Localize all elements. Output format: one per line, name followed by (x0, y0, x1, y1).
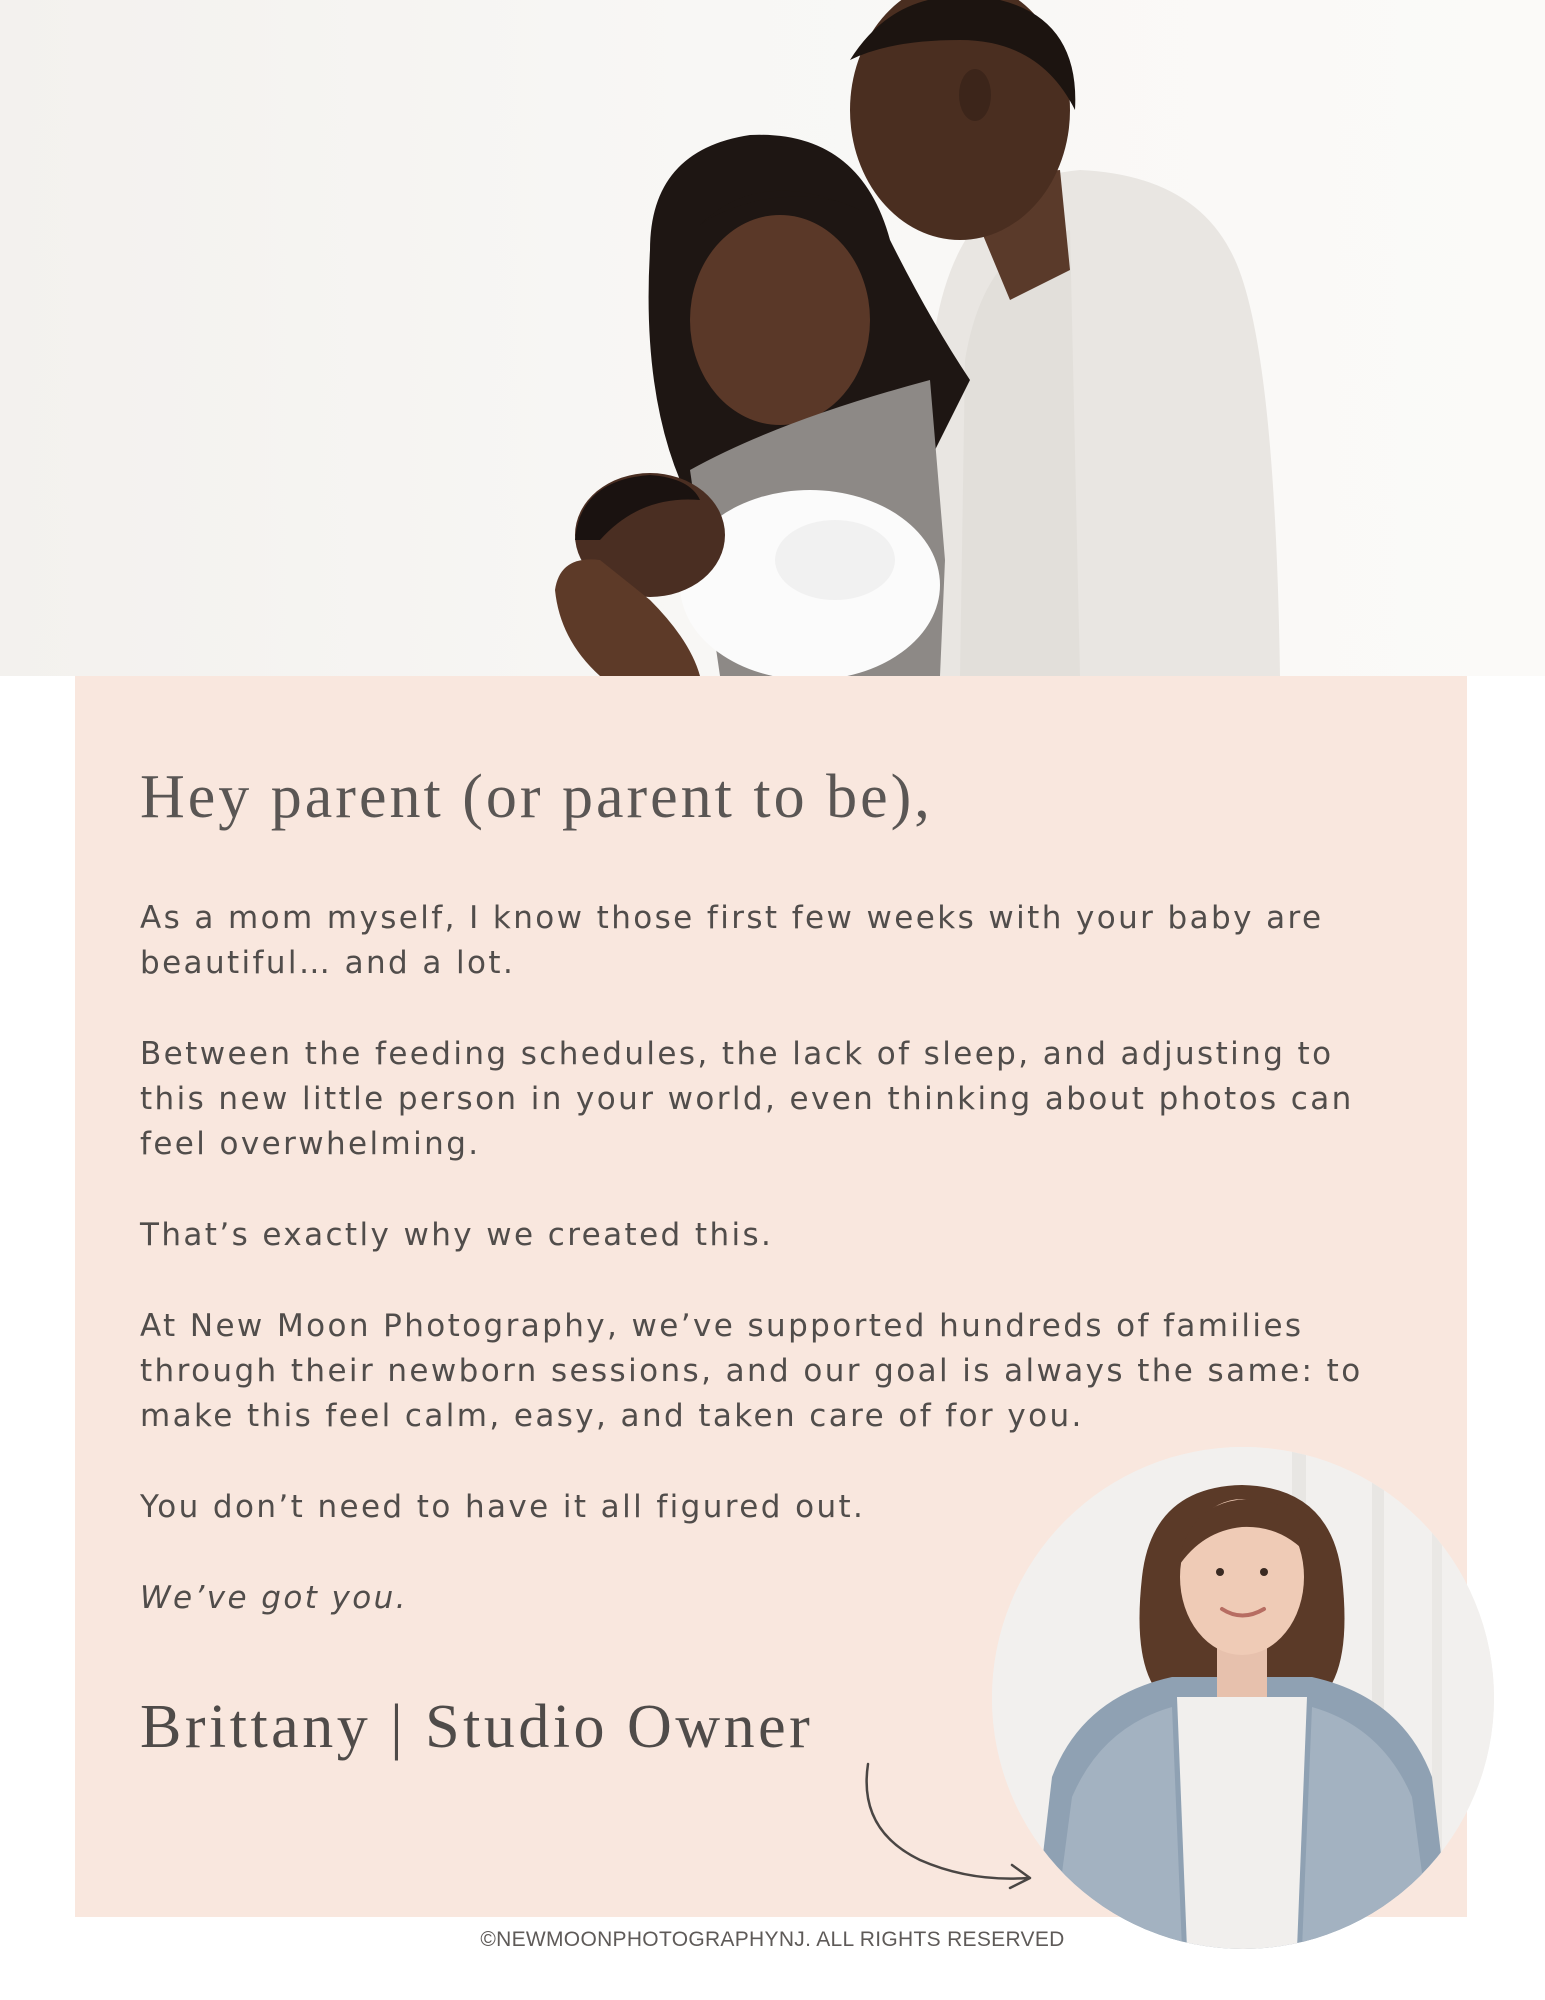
copyright-footer: ©NEWMOONPHOTOGRAPHYNJ. ALL RIGHTS RESERVED (480, 1928, 1065, 1951)
paragraph: You don’t need to have it all figured out. (140, 1489, 866, 1525)
family-illustration (0, 0, 1545, 676)
portrait-illustration (992, 1447, 1494, 1949)
owner-portrait (992, 1447, 1494, 1949)
signature: Brittany | Studio Owner (140, 1693, 814, 1761)
hero-family-photo (0, 0, 1545, 676)
greeting-heading: Hey parent (or parent to be), (140, 763, 933, 831)
closing-line: We’ve got you. (140, 1580, 408, 1616)
paragraph: Between the feeding schedules, the lack of sleep, and adjusting to this new little person in your world, even thinking about photos can feel overwhelming. (140, 1036, 1354, 1162)
paragraph: That’s exactly why we created this. (140, 1217, 774, 1253)
paragraph: As a mom myself, I know those first few weeks with your baby are beautiful… and a lot. (140, 900, 1324, 981)
paragraph: At New Moon Photography, we’ve supported hundreds of families through their newborn sessions, and our goal is always the same: to make this feel calm, easy, and taken care of for you. (140, 1308, 1363, 1434)
